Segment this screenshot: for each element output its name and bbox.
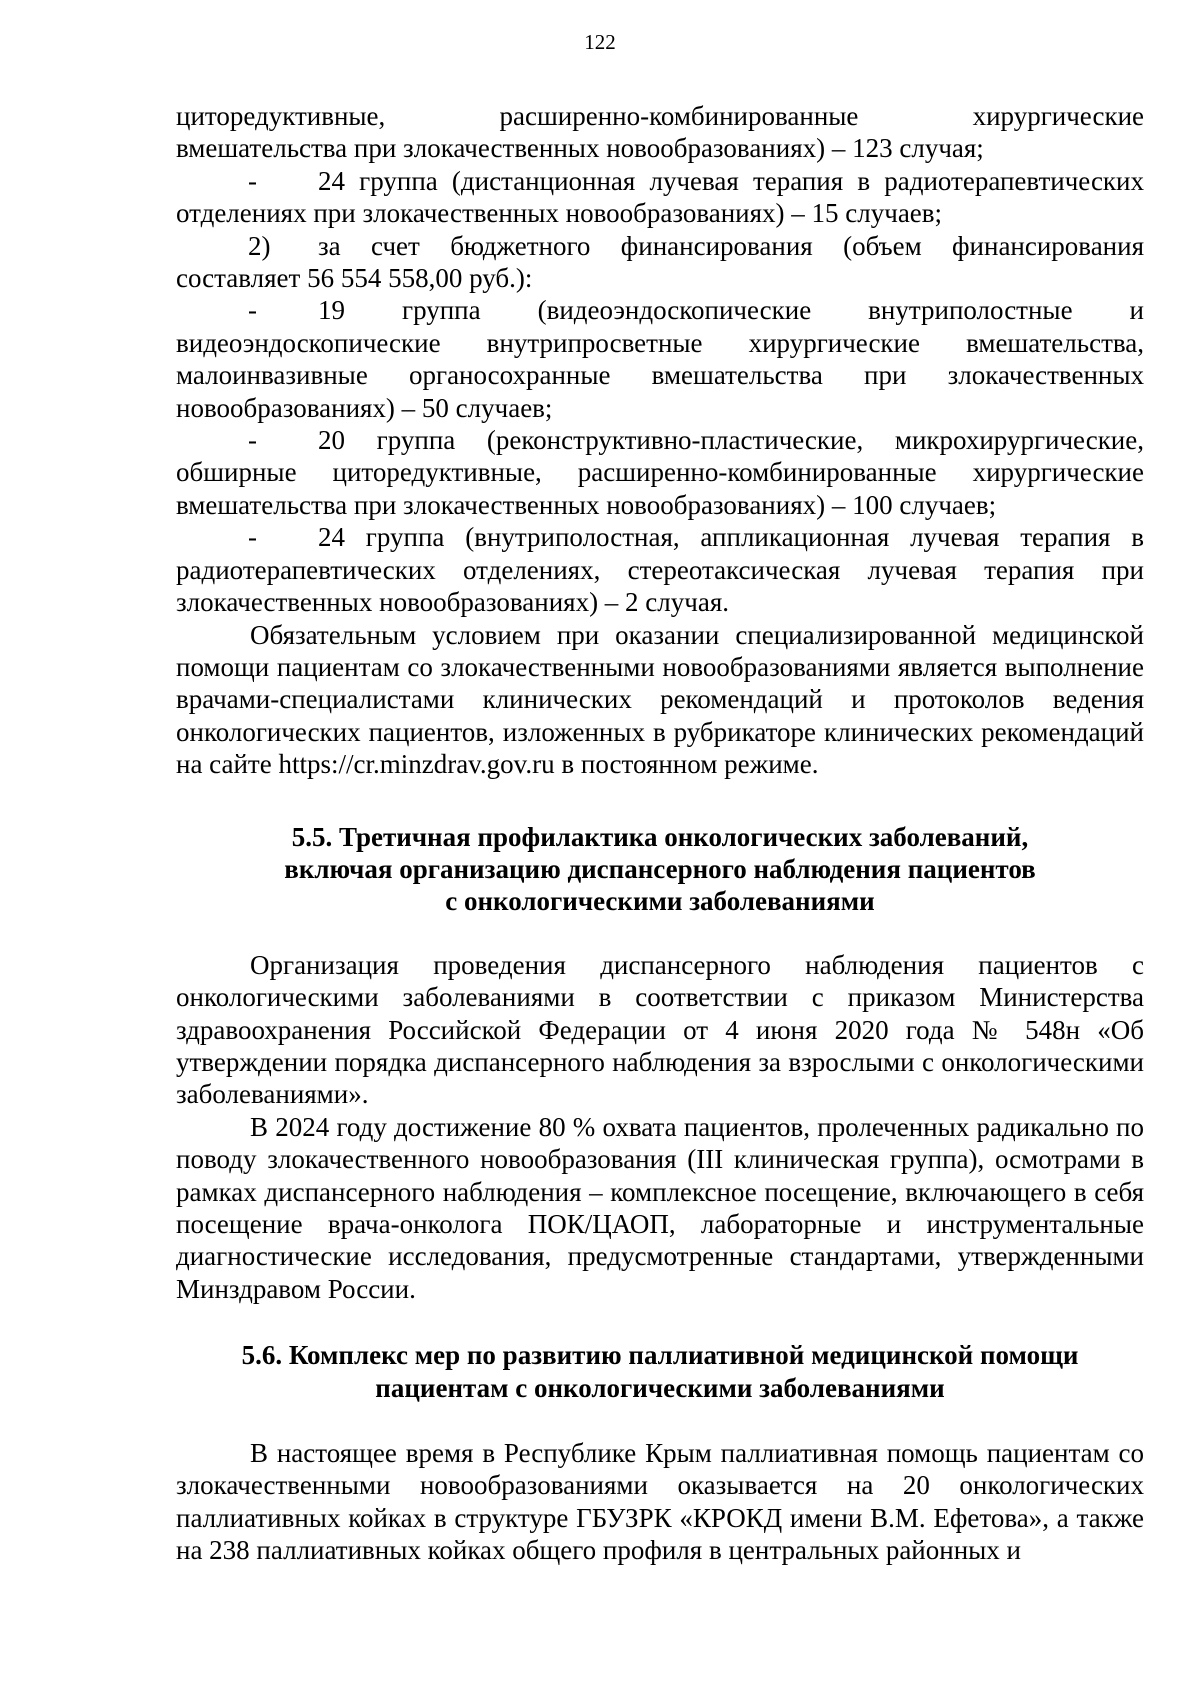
list-item bbox=[176, 424, 1144, 521]
list-marker: - bbox=[248, 425, 257, 456]
page-number: 122 bbox=[584, 30, 616, 54]
list-marker: - bbox=[248, 522, 257, 553]
list-item-text: 20 группа (реконструктивно-пластические, микрохирургические, обширные циторедуктивные, расширенно-комбинированные хирургические вмешательства при злокачественных новообразованиях) – 100 случаев; bbox=[176, 425, 1144, 520]
list-item bbox=[176, 230, 1144, 295]
heading-line: пациентам с онкологическими заболеваниями bbox=[375, 1372, 945, 1403]
list-marker: - bbox=[248, 295, 257, 326]
heading-line: с онкологическими заболеваниями bbox=[445, 886, 875, 917]
section-5-6-heading bbox=[176, 1339, 1144, 1404]
list-item-text: 24 группа (внутриполостная, аппликационная лучевая терапия в радиотерапевтических отделениях, стереотаксическая лучевая терапия при злокачественных новообразованиях) – 2 случая. bbox=[176, 522, 1144, 618]
heading-line: 5.5. Третичная профилактика онкологических заболеваний, bbox=[291, 821, 1029, 852]
list-item-text: 19 группа (видеоэндоскопические внутриполостные и видеоэндоскопические внутрипросветные хирургические вмешательства, малоинвазивные органосохранные вмешательства при злокачественных новообразованиях) – 50 случаев; bbox=[176, 295, 1144, 423]
paragraph-palliative-care: В настоящее время в Республике Крым паллиативная помощь пациентам со злокачественными новообразованиями оказывается на 20 онкологических паллиативных койках в структуре ГБУЗРК «КРОКД имени В.М. Ефетова», а также на 238 паллиативных койках общего профиля в центральных районных и bbox=[176, 1438, 1144, 1566]
paragraph-obligatory-condition: Обязательным условием при оказании специализированной медицинской помощи пациентам со злокачественными новообразованиями является выполнение врачами-специалистами клинических рекомендаций и протоколов ведения онкологических пациентов, изложенных в рубрикаторе клинических рекомендаций на сайте https://cr.minzdrav.gov.ru в постоянном режиме. bbox=[176, 619, 1144, 780]
heading-line: 5.6. Комплекс мер по развитию паллиативной медицинской помощи bbox=[241, 1340, 1079, 1371]
heading-line: включая организацию диспансерного наблюдения пациентов bbox=[284, 853, 1036, 884]
paragraph-rest: вмешательства при злокачественных новообразованиях) – 123 случая; bbox=[176, 133, 984, 164]
section-5-5-heading bbox=[176, 821, 1144, 918]
list-item bbox=[176, 294, 1144, 424]
paragraph-dispensary-coverage: В 2024 году достижение 80 % охвата пациентов, пролеченных радикально по поводу злокачественного новообразования (III клиническая группа), осмотрами в рамках диспансерного наблюдения – комплексное посещение, включающего в себя посещение врача-онколога ПОК/ЦАОП, лабораторные и инструментальные диагностические исследования, предусмотренные стандартами, утвержденными Минздравом России. bbox=[176, 1111, 1144, 1304]
list-marker: - bbox=[248, 165, 257, 196]
paragraph-first-line: циторедуктивные, расширенно-комбинированные хирургические bbox=[176, 101, 1144, 131]
list-item bbox=[176, 521, 1144, 618]
paragraph-dispensary-organization: Организация проведения диспансерного наблюдения пациентов с онкологическими заболеваниями в соответствии с приказом Министерства здравоохранения Российской Федерации от 4 июня 2020 года № 548н «Об утверждении порядка диспансерного наблюдения за взрослыми с онкологическими заболеваниями». bbox=[176, 949, 1144, 1110]
paragraph-continuation bbox=[176, 100, 1144, 165]
list-item bbox=[176, 165, 1144, 230]
document-body bbox=[176, 100, 1144, 1567]
list-item-text: за счет бюджетного финансирования (объем финансирования составляет 56 554 558,00 руб.): bbox=[176, 230, 1144, 294]
list-marker: 2) bbox=[248, 230, 271, 261]
list-item-text: 24 группа (дистанционная лучевая терапия в радиотерапевтических отделениях при злокачественных новообразованиях) – 15 случаев; bbox=[176, 165, 1144, 229]
